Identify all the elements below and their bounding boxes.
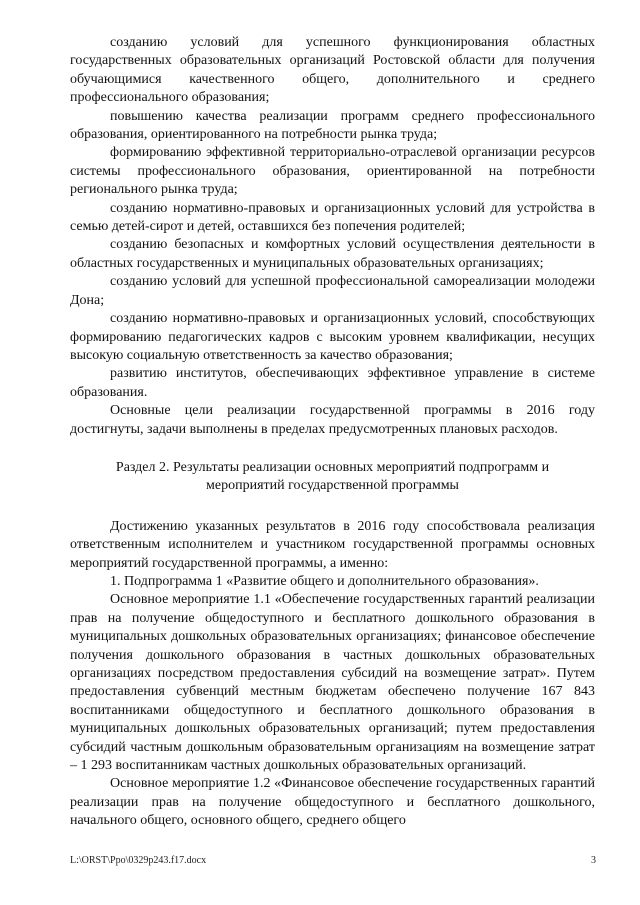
section-heading-line: мероприятий государственной программы bbox=[206, 478, 459, 494]
body-paragraph: Основные цели реализации государственной программы в 2016 году достигнуты, задачи выполнены в пределах предусмотренных плановых расходов. bbox=[70, 403, 595, 437]
body-paragraph: созданию нормативно-правовых и организационных условий для устройства в семью детей-сирот и детей, оставшихся без попечения родителей; bbox=[70, 200, 595, 235]
body-paragraph: 1. Подпрограмма 1 «Развитие общего и дополнительного образования». bbox=[110, 573, 539, 589]
footer-file-path: L:\ORST\Ppo\0329p243.f17.docx bbox=[70, 855, 207, 866]
body-paragraph: Основное мероприятие 1.1 «Обеспечение государственных гарантий реализации прав на получение общедоступного и бесплатного дошкольного образования в муниципальных дошкольных образовательных организациях; финансовое обеспечение получения дошкольного образования в частных дошкольных образовательных организациях посредством предоставления субсидий на возмещение затрат». Путем предоставления субвенций местным бюджетам обеспечено получение 167 843 воспитанниками общедоступного и бесплатного дошкольного образования в муниципальных дошкольных образовательных организаций; путем предоставления субсидий частным дошкольным образовательным организациям на возмещение затрат – 1 293 воспитанникам частных дошкольных образовательных организаций. bbox=[70, 592, 595, 774]
footer-page-number: 3 bbox=[591, 855, 596, 866]
body-paragraph: созданию безопасных и комфортных условий осуществления деятельности в областных государственных и муниципальных образовательных организациях; bbox=[70, 237, 595, 271]
body-paragraph: формированию эффективной территориально-отраслевой организации ресурсов системы профессионального образования, ориентированной на потребности регионального рынка труда; bbox=[70, 145, 595, 198]
body-paragraph: Достижению указанных результатов в 2016 году способствовала реализация ответственным исполнителем и участником государственной программы основных мероприятий государственной программы, а именно: bbox=[70, 518, 595, 571]
body-paragraph: созданию условий для успешной профессиональной самореализации молодежи Дона; bbox=[70, 274, 595, 308]
section-heading bbox=[70, 459, 595, 496]
document-body bbox=[70, 34, 595, 831]
body-paragraph: Основное мероприятие 1.2 «Финансовое обеспечение государственных гарантий реализации прав на получение общедоступного и бесплатного дошкольного, начального общего, основного общего, среднего общего bbox=[70, 776, 595, 829]
section-heading-line: Раздел 2. Результаты реализации основных мероприятий подпрограмм и bbox=[115, 459, 550, 475]
body-paragraph: созданию нормативно-правовых и организационных условий, способствующих формированию педагогических кадров с высоким уровнем квалификации, несущих высокую социальную ответственность за качество образования; bbox=[70, 311, 595, 363]
body-paragraph: созданию условий для успешного функционирования областных государственных образовательных организаций Ростовской области для получения обучающимися качественного общего, дополнительного и среднего профессионального образования; bbox=[70, 35, 595, 106]
body-paragraph: повышению качества реализации программ среднего профессионального образования, ориентированного на потребности рынка труда; bbox=[70, 108, 595, 143]
body-paragraph: развитию институтов, обеспечивающих эффективное управление в системе образования. bbox=[70, 366, 595, 400]
